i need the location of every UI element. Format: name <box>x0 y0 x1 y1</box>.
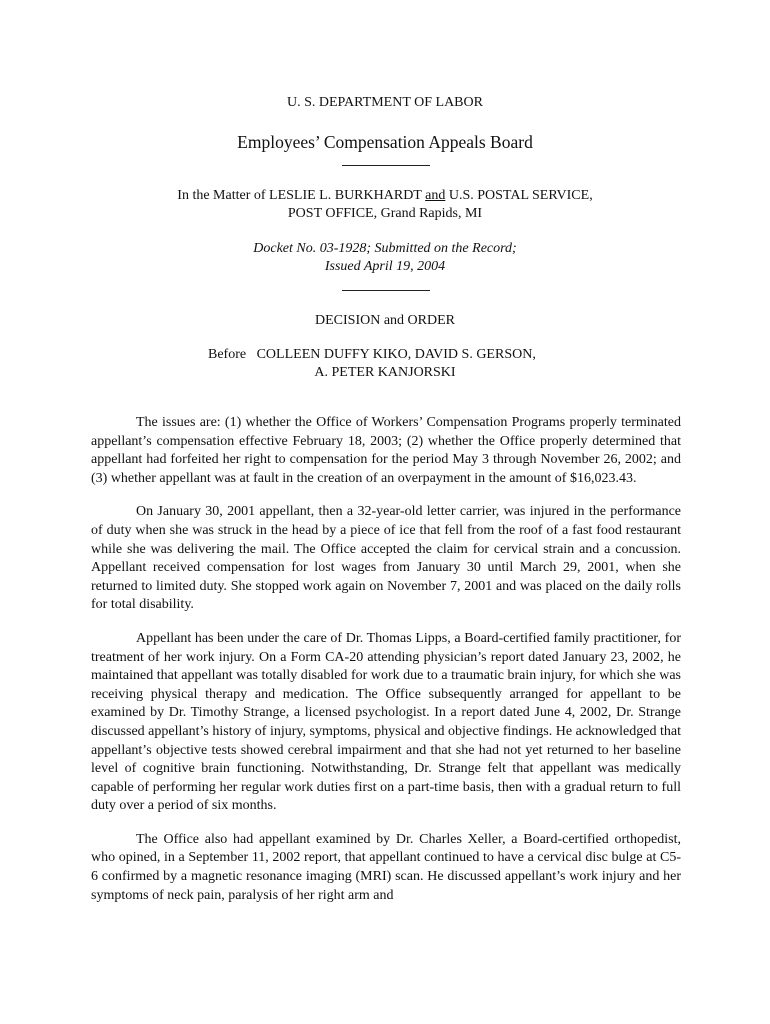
department-heading: U. S. DEPARTMENT OF LABOR <box>287 95 483 110</box>
before-line2: A. PETER KANJORSKI <box>314 365 456 380</box>
docket-line1: Docket No. 03-1928; Submitted on the Record; <box>253 241 517 256</box>
matter-suffix: U.S. POSTAL SERVICE, <box>445 188 593 203</box>
body-paragraph: The issues are: (1) whether the Office of Workers’ Compensation Programs properly terminated appellant’s compensation effective February 18, 2003; (2) whether the Office properly determined that appellant had forfeited her right to compensation for the period May 3 through November 26, 2002; and (3) whether appellant was at fault in the creation of an overpayment in the amount of $16,023.43. <box>91 415 681 486</box>
document-body <box>91 414 681 920</box>
docket-info <box>0 240 770 276</box>
divider-rule <box>342 290 430 291</box>
board-title: Employees’ Compensation Appeals Board <box>237 132 533 152</box>
case-matter <box>0 187 770 223</box>
body-paragraph: On January 30, 2001 appellant, then a 32-year-old letter carrier, was injured in the performance of duty when she was struck in the head by a piece of ice that fell from the roof of a fast food restaurant while she was delivering the mail. The Office accepted the claim for cervical strain and a concussion. Appellant received compensation for lost wages from January 30 until March 29, 2001, when she returned to limited duty. She stopped work again on November 7, 2001 and was placed on the daily rolls for total disability. <box>91 504 681 613</box>
matter-connector: and <box>425 188 446 203</box>
matter-line2: POST OFFICE, Grand Rapids, MI <box>287 206 483 221</box>
matter-prefix: In the Matter of LESLIE L. BURKHARDT <box>177 188 426 203</box>
body-paragraph: The Office also had appellant examined by Dr. Charles Xeller, a Board-certified orthopedist, who opined, in a September 11, 2002 report, that appellant continued to have a cervical disc bulge at C5-6 confirmed by a magnetic resonance imaging (MRI) scan. He discussed appellant’s work injury and her symptoms of neck pain, paralysis of her right arm and <box>91 831 681 903</box>
before-line1: Before COLLEEN DUFFY KIKO, DAVID S. GERSON, <box>208 347 536 362</box>
body-paragraph: Appellant has been under the care of Dr. Thomas Lipps, a Board-certified family practitioner, for treatment of her work injury. On a Form CA-20 attending physician’s report dated January 23, 2002, he maintained that appellant was totally disabled for work due to a traumatic brain injury, for which she was receiving physical therapy and medication. The Office subsequently arranged for appellant to be examined by Dr. Timothy Strange, a licensed psychologist. In a report dated June 4, 2002, Dr. Strange discussed appellant’s history of injury, symptoms, physical and objective findings. He acknowledged that appellant’s objective tests showed cerebral impairment and that she had not yet returned to her baseline level of cognitive brain functioning. Notwithstanding, Dr. Strange felt that appellant was medically capable of performing her regular work duties first on a part-time basis, then with a gradual return to full duty over a period of six months. <box>91 630 681 814</box>
docket-line2: Issued April 19, 2004 <box>324 259 446 274</box>
decision-title: DECISION and ORDER <box>315 313 455 328</box>
divider-rule <box>342 165 430 166</box>
